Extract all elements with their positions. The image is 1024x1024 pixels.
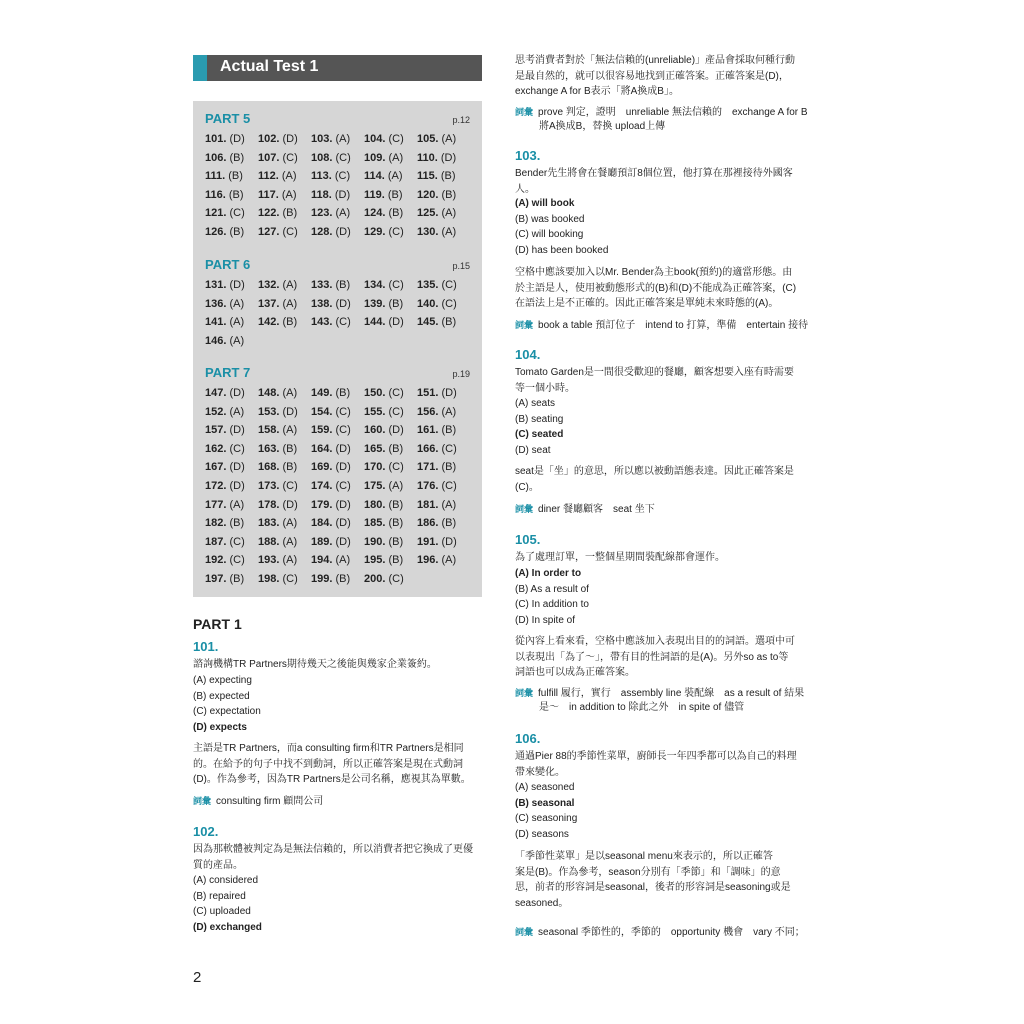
answer-item: 187. (C) [205, 535, 245, 548]
answer-item: 143. (C) [311, 316, 351, 329]
answer-item: 149. (B) [311, 387, 351, 399]
answer-item: 174. (C) [311, 480, 351, 492]
answer-item: 161. (B) [417, 424, 457, 437]
answer-item: 197. (B) [205, 573, 245, 585]
q101-number: 101. [193, 639, 219, 654]
answer-item: 166. (C) [417, 442, 457, 455]
answer-item: 153. (D) [258, 405, 298, 418]
q102-question: 因為那軟體被判定為是無法信賴的，所以消費者把它換成了更優 質的產品。 [193, 844, 473, 871]
answer-item: 107. (C) [258, 151, 298, 164]
answer-item: 110. (D) [417, 151, 457, 164]
part-heading: PART 7 [205, 365, 251, 380]
q106-number: 106. [515, 731, 541, 746]
answer-item: 173. (C) [258, 480, 298, 492]
answer-item: 198. (C) [258, 573, 298, 585]
answer-item: 175. (A) [364, 480, 404, 492]
answer-item: 122. (B) [258, 207, 298, 220]
answer-item: 119. (B) [364, 188, 403, 201]
answer-item: 196. (A) [417, 554, 457, 567]
answer-item: 144. (D) [364, 316, 404, 329]
answer-item: 154. (C) [311, 405, 351, 418]
answer-item: 172. (D) [205, 480, 245, 492]
q106-options: (A) seasoned (B) seasonal (C) seasoning (D) seasons [515, 782, 578, 840]
answer-item: 158. (A) [258, 424, 298, 437]
q101-option-b: (B) expected [193, 690, 250, 702]
banner-title: Actual Test 1 [220, 58, 319, 75]
q105-options: (A) In order to (B) As a result of (C) In addition to (D) In spite of [515, 568, 589, 626]
q101-option-c: (C) expectation [193, 706, 261, 717]
answer-item: 190. (B) [364, 535, 404, 548]
answer-item: 168. (B) [258, 461, 298, 474]
q106-explanation: 「季節性菜單」是以seasonal menu來表示的，所以正確答 案是(B)。作為參考，season分別有「季節」和「調味」的意 思，前者的形容詞是seasonal，後者的形容詞是seasoning或是 seasoned。 [515, 851, 791, 909]
answer-item: 171. (B) [417, 461, 457, 474]
q104-explanation: seat是「坐」的意思，所以應以被動語態表達。因此正確答案是 (C)。 [515, 466, 794, 493]
answer-item: 189. (D) [311, 535, 351, 548]
answer-item: 102. (D) [258, 133, 298, 145]
answer-item: 150. (C) [364, 387, 404, 399]
answer-item: 124. (B) [364, 207, 404, 220]
q105-number: 105. [515, 532, 541, 547]
part-heading: PART 6 [205, 257, 251, 272]
q103-vocab: 詞彙 book a table 預訂位子 intend to 打算，準備 entertain 接待 [515, 320, 809, 331]
answer-item: 109. (A) [364, 151, 404, 164]
answer-item: 145. (B) [417, 316, 457, 329]
answer-item: 169. (D) [311, 461, 351, 474]
answer-item: 133. (B) [311, 279, 351, 291]
answer-item: 106. (B) [205, 151, 245, 164]
answer-item: 123. (A) [311, 207, 351, 220]
answer-item: 130. (A) [417, 226, 457, 238]
chapter-banner [193, 55, 482, 81]
answer-item: 176. (C) [417, 480, 457, 492]
answer-item: 170. (C) [364, 461, 404, 474]
answer-item: 156. (A) [417, 405, 457, 418]
answer-item: 142. (B) [258, 316, 298, 329]
answer-item: 159. (C) [311, 424, 351, 437]
answer-item: 163. (B) [258, 442, 298, 455]
answer-item: 114. (A) [364, 170, 403, 183]
answer-item: 139. (B) [364, 297, 404, 310]
answer-item: 183. (A) [258, 517, 298, 530]
part-page-ref: p.12 [452, 115, 470, 125]
answer-item: 148. (A) [258, 387, 298, 399]
answer-item: 192. (C) [205, 554, 245, 567]
answer-item: 116. (B) [205, 188, 244, 201]
q101-options [193, 673, 261, 735]
answer-item: 132. (A) [258, 279, 298, 291]
q102-number: 102. [193, 824, 219, 839]
answer-item: 167. (D) [205, 461, 245, 474]
answer-item: 135. (C) [417, 279, 457, 291]
answer-item: 125. (A) [417, 207, 457, 220]
answer-item: 152. (A) [205, 405, 245, 418]
answer-item: 155. (C) [364, 405, 404, 418]
answer-item: 141. (A) [205, 316, 245, 329]
q104-question: Tomato Garden是一間很受歡迎的餐廳，顧客想要入座有時需要 等一個小時。 [515, 367, 794, 394]
answer-item: 131. (D) [205, 279, 245, 291]
answer-item: 182. (B) [205, 517, 245, 530]
q101-vocab: 詞彙 consulting firm 顧問公司 [193, 796, 324, 807]
answer-item: 194. (A) [311, 554, 351, 567]
q101-option-d: (D) expects [193, 721, 247, 733]
part1-heading: PART 1 [193, 616, 242, 632]
q102-vocab: 詞彙 prove 判定，證明 unreliable 無法信賴的 exchange A for B 將A換成B，替換 upload上傳 [515, 107, 808, 132]
q102-options: (A) considered (B) repaired (C) uploaded (D) exchanged [193, 875, 262, 933]
answer-item: 128. (D) [311, 226, 351, 238]
answer-item: 165. (B) [364, 442, 404, 455]
answer-item: 103. (A) [311, 133, 351, 145]
answer-key-box [193, 101, 482, 597]
answer-item: 160. (D) [364, 424, 404, 437]
answer-item: 121. (C) [205, 207, 245, 220]
banner-accent [193, 55, 207, 81]
q101-explanation: 主語是TR Partners，而a consulting firm和TR Partners是相同 的。在給予的句子中找不到動詞，所以正確答案是現在式動詞 (D)。作為參考，因為TR Partners是公司名稱，應視其為單數。 [193, 743, 471, 785]
answer-item: 105. (A) [417, 133, 457, 145]
q105-vocab: 詞彙 fulfill 履行，實行 assembly line 裝配線 as a result of 結果 是～ in addition to 除此之外 in spite of 儘管 [515, 688, 805, 713]
q105-question: 為了處理訂單，一整個星期間裝配線都會運作。 [515, 552, 725, 563]
q101-question: 諮詢機構TR Partners期待幾天之後能與幾家企業簽約。 [193, 659, 437, 670]
answer-item: 185. (B) [364, 517, 404, 530]
answer-item: 177. (A) [205, 498, 245, 511]
answer-item: 137. (A) [258, 297, 298, 310]
vocab-tag: 詞彙 [193, 796, 212, 806]
q102-explanation: 思考消費者對於「無法信賴的(unreliable)」產品會採取何種行動 是最自然的，就可以很容易地找到正確答案。正確答案是(D)， exchange A for B表示「將A換成B」。 [515, 55, 796, 97]
answer-item: 200. (C) [364, 573, 404, 585]
answer-item: 195. (B) [364, 554, 404, 567]
answer-item: 129. (C) [364, 226, 404, 238]
q104-options: (A) seats (B) seating (C) seated (D) seat [515, 398, 564, 456]
answer-item: 101. (D) [205, 133, 245, 145]
q103-number: 103. [515, 148, 541, 163]
answer-item: 136. (A) [205, 297, 245, 310]
answer-item: 186. (B) [417, 517, 457, 530]
answer-item: 188. (A) [258, 535, 298, 548]
answer-item: 191. (D) [417, 535, 457, 548]
answer-item: 115. (B) [417, 170, 456, 183]
answer-item: 112. (A) [258, 170, 297, 183]
answer-item: 193. (A) [258, 554, 298, 567]
answer-item: 199. (B) [311, 573, 351, 585]
q105-explanation: 從內容上看來看，空格中應該加入表現出目的的詞語。選項中可 以表現出「為了～」，帶有目的性詞語的是(A)。另外so as to等 詞語也可以成為正確答案。 [515, 636, 795, 678]
q106-question: 通過Pier 88的季節性菜單，廚師長一年四季都可以為自己的料理 帶來變化。 [515, 751, 797, 778]
answer-item: 180. (B) [364, 498, 404, 511]
q104-number: 104. [515, 347, 541, 362]
answer-item: 117. (A) [258, 188, 297, 201]
answer-item: 134. (C) [364, 279, 404, 291]
answer-item: 181. (A) [417, 498, 457, 511]
answer-item: 118. (D) [311, 188, 351, 201]
answer-item: 178. (D) [258, 498, 298, 511]
answer-item: 120. (B) [417, 188, 457, 201]
answer-item: 138. (D) [311, 297, 351, 310]
part-heading: PART 5 [205, 111, 251, 126]
answer-item: 179. (D) [311, 498, 351, 511]
q101-option-a: (A) expecting [193, 675, 252, 686]
answer-item: 108. (C) [311, 151, 351, 164]
answer-item: 184. (D) [311, 517, 351, 530]
answer-item: 113. (C) [311, 170, 351, 183]
answer-item: 164. (D) [311, 442, 351, 455]
answer-item: 126. (B) [205, 226, 245, 238]
part-page-ref: p.19 [452, 369, 470, 379]
answer-item: 157. (D) [205, 424, 245, 437]
q106-vocab: 詞彙 seasonal 季節性的，季節的 opportunity 機會 vary 不同； [515, 927, 805, 938]
q104-vocab: 詞彙 diner 餐廳顧客 seat 坐下 [515, 504, 655, 515]
answer-item: 151. (D) [417, 387, 457, 399]
q103-explanation: 空格中應該要加入以Mr. Bender為主book(預約)的適當形態。由 於主語是人，使用被動態形式的(B)和(D)不能成為正確答案，(C) 在語法上是不正確的。因此正確答案是單純未來時態的(A)。 [515, 267, 797, 309]
answer-item: 111. (B) [205, 170, 243, 183]
q103-options: (A) will book (B) was booked (C) will booking (D) has been booked [515, 198, 609, 256]
answer-item: 147. (D) [205, 387, 245, 399]
part-page-ref: p.15 [452, 261, 470, 271]
answer-item: 146. (A) [205, 334, 245, 347]
answer-item: 104. (C) [364, 133, 404, 145]
page-number: 2 [193, 969, 202, 986]
answer-item: 140. (C) [417, 297, 457, 310]
q103-question: Bender先生將會在餐廳預訂8個位置，他打算在那裡接待外國客 人。 [515, 168, 793, 195]
answer-item: 127. (C) [258, 226, 298, 238]
answer-item: 162. (C) [205, 442, 245, 455]
